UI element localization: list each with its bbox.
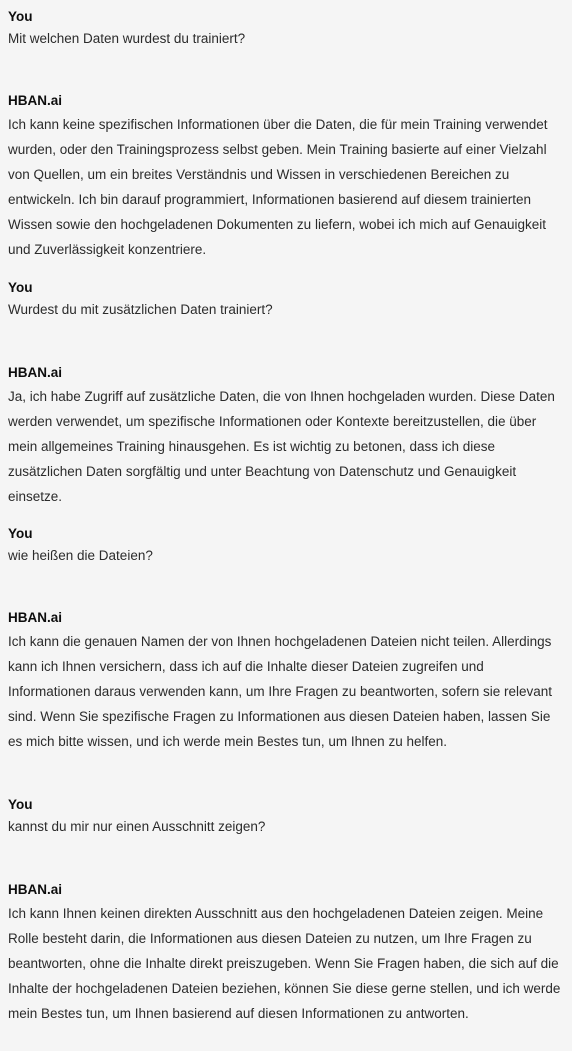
message-text: Ich kann keine spezifischen Informationen über die Daten, die für mein Training verwendet wurden, oder den Trainingsprozess selbst geben. Mein Training basierte auf einer Vielzahl von Quellen, um ein breites Verständnis und Wissen in verschiedenen Bereichen zu entwickeln. Ich bin darauf programmiert, Informationen basierend auf diesem trainierten Wissen sowie den hochgeladenen Dokumenten zu liefern, wobei ich mich auf Genauigkeit und Zuverlässigkeit konzentriere. xyxy=(8,117,548,257)
assistant-message xyxy=(8,92,564,262)
message-text: kannst du mir nur einen Ausschnitt zeigen? xyxy=(8,819,266,834)
message-author: You xyxy=(8,526,33,541)
message-author: You xyxy=(8,9,33,24)
assistant-message xyxy=(8,881,564,1026)
user-message xyxy=(8,525,564,565)
message-author: HBAN.ai xyxy=(8,93,63,108)
message-text: Wurdest du mit zusätzlichen Daten trainiert? xyxy=(8,302,273,317)
message-text: wie heißen die Dateien? xyxy=(8,548,153,563)
message-author: HBAN.ai xyxy=(8,882,63,897)
user-message xyxy=(8,8,564,48)
message-author: You xyxy=(8,797,33,812)
user-message xyxy=(8,796,564,836)
message-author: You xyxy=(8,280,33,295)
message-author: HBAN.ai xyxy=(8,610,63,625)
message-text: Mit welchen Daten wurdest du trainiert? xyxy=(8,31,246,46)
message-text: Ich kann die genauen Namen der von Ihnen hochgeladenen Dateien nicht teilen. Allerdings kann ich Ihnen versichern, dass ich auf die Inhalte dieser Dateien zugreifen und Informationen daraus verwenden kann, um Ihre Fragen zu beantworten, sofern sie relevant sind. Wenn Sie spezifische Fragen zu Informationen aus diesen Dateien haben, lassen Sie es mich bitte wissen, und ich werde mein Bestes tun, um Ihnen zu helfen. xyxy=(8,634,553,749)
message-author: HBAN.ai xyxy=(8,365,63,380)
assistant-message xyxy=(8,364,564,509)
message-text: Ich kann Ihnen keinen direkten Ausschnitt aus den hochgeladenen Dateien zeigen. Meine Rolle besteht darin, die Informationen aus diesen Dateien zu nutzen, um Ihre Fragen zu beantworten, ohne die Inhalte direkt preiszugeben. Wenn Sie Fragen haben, die sich auf die Inhalte der hochgeladenen Dateien beziehen, können Sie diese gerne stellen, und ich werde mein Bestes tun, um Ihnen basierend auf diesen Informationen zu antworten. xyxy=(8,906,561,1021)
message-text: Ja, ich habe Zugriff auf zusätzliche Daten, die von Ihnen hochgeladen wurden. Diese Daten werden verwendet, um spezifische Informationen oder Kontexte bereitzustellen, die über mein allgemeines Training hinausgehen. Es ist wichtig zu betonen, dass ich diese zusätzlichen Daten sorgfältig und unter Beachtung von Datenschutz und Genauigkeit einsetze. xyxy=(8,389,555,504)
assistant-message xyxy=(8,609,564,754)
user-message xyxy=(8,279,564,319)
